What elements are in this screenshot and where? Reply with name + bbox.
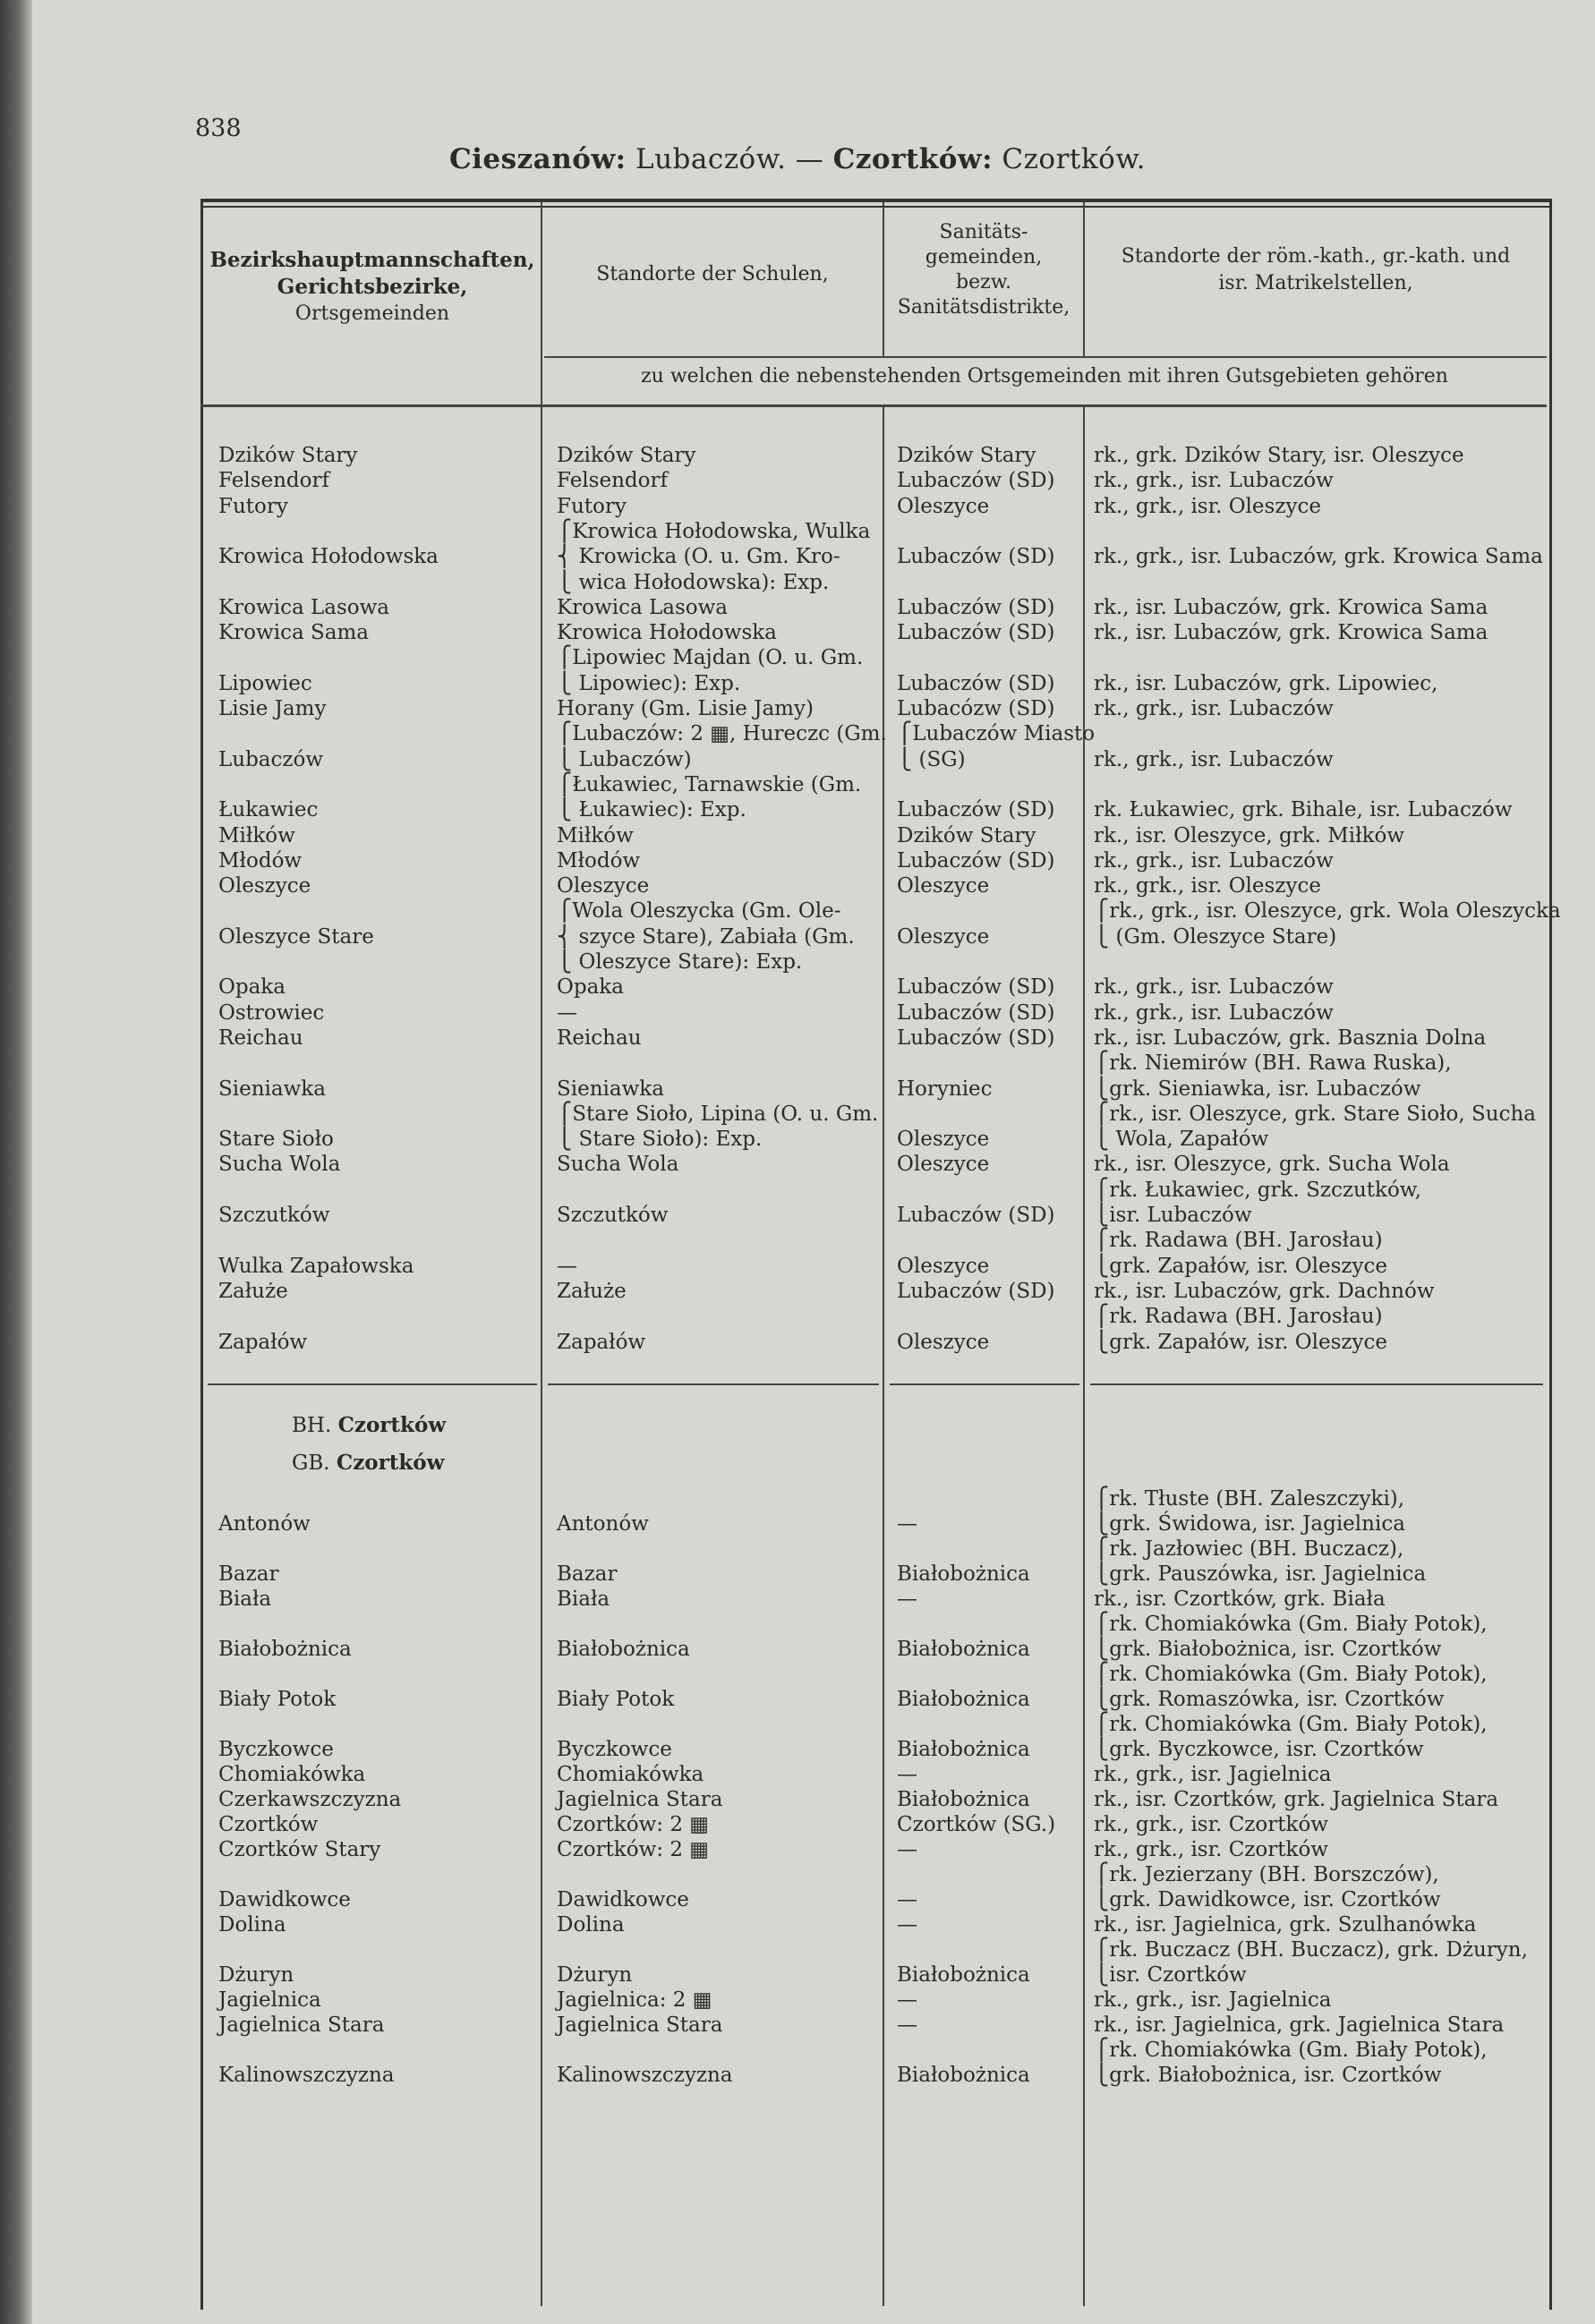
cell-sanitaet: — (897, 1588, 917, 1611)
column-rule-2 (883, 406, 884, 2306)
cell-ortsgemeinde: Biały Potok (218, 1688, 337, 1711)
cell-matrikel: ⎩grk. Zapałów, isr. Oleszyce (1094, 1254, 1388, 1278)
cell-matrikel: rk., grk., isr. Lubaczów (1094, 1000, 1334, 1025)
cell-sanitaet: Oleszyce (897, 1330, 990, 1354)
cell-ortsgemeinde: Krowica Hołodowska (218, 545, 439, 569)
cell-matrikel: ⎧rk. Jezierzany (BH. Borszczów), (1094, 1863, 1439, 1886)
cell-sanitaet: Białobożnica (897, 1638, 1030, 1661)
cell-sanitaet: Dzików Stary (897, 444, 1036, 467)
cell-schule: Szczutków (557, 1204, 669, 1227)
cell-schule: — (557, 1000, 577, 1025)
cell-ortsgemeinde: Dolina (218, 1913, 286, 1937)
cell-ortsgemeinde: Zapałów (218, 1330, 308, 1354)
cell-sanitaet: Lubaczów (SD) (897, 545, 1055, 569)
header-col3 (884, 220, 1083, 320)
cell-matrikel: rk., grk., isr. Czortków (1094, 1838, 1328, 1861)
cell-ortsgemeinde: Czerkawszczyzna (218, 1788, 402, 1811)
cell-sanitaet: — (897, 1888, 917, 1911)
cell-matrikel: ⎧rk. Buczacz (BH. Buczacz), grk. Dżuryn, (1094, 1938, 1528, 1962)
cell-schule: Bazar (557, 1562, 618, 1586)
cell-matrikel: rk., grk. Dzików Stary, isr. Oleszyce (1094, 444, 1464, 467)
column-rule-1 (541, 202, 542, 2306)
cell-schule: Jagielnica: 2 ▦ (557, 1988, 712, 2012)
cell-matrikel: rk., isr. Jagielnica, grk. Jagielnica Stara (1094, 2013, 1505, 2037)
page-edge (0, 0, 32, 2324)
cell-matrikel: ⎧rk. Tłuste (BH. Zaleszczyki), (1094, 1487, 1405, 1511)
cell-ortsgemeinde: Miłków (218, 823, 295, 847)
cell-ortsgemeinde: Ostrowiec (218, 1000, 325, 1025)
cell-matrikel: ⎧rk., isr. Oleszyce, grk. Stare Sioło, Sucha (1094, 1102, 1536, 1126)
cell-matrikel: rk., isr. Lubaczów, grk. Krowica Sama (1094, 595, 1488, 619)
cell-ortsgemeinde: Biała (218, 1588, 272, 1611)
cell-sanitaet: Oleszyce (897, 1128, 990, 1152)
cell-schule: Chomiakówka (557, 1763, 704, 1786)
cell-matrikel: rk., grk., isr. Lubaczów, grk. Krowica Sama (1094, 545, 1543, 569)
cell-matrikel: rk., grk., isr. Czortków (1094, 1813, 1328, 1836)
cell-schule: Biała (557, 1588, 610, 1611)
cell-sanitaet: Oleszyce (897, 924, 990, 949)
cell-schule: ⎩ Lubaczów) (557, 747, 692, 771)
cell-ortsgemeinde: Sucha Wola (218, 1153, 341, 1177)
cell-ortsgemeinde: Załuże (218, 1279, 288, 1303)
header-bottom-rule (200, 404, 1547, 407)
cell-ortsgemeinde: Białobożnica (218, 1638, 352, 1661)
cell-schule: Futory (557, 494, 627, 518)
cell-schule: ⎧Wola Oleszycka (Gm. Ole- (557, 899, 841, 924)
cell-ortsgemeinde: Dzików Stary (218, 444, 358, 467)
cell-sanitaet: Lubaczów (SD) (897, 798, 1055, 822)
header-col4-line2: isr. Matrikelstellen, (1218, 272, 1413, 294)
header-sub-rule (544, 356, 1547, 358)
cell-sanitaet: Horyniec (897, 1077, 993, 1101)
cell-matrikel: rk., isr. Jagielnica, grk. Szulhanówka (1094, 1913, 1477, 1937)
cell-ortsgemeinde: Dżuryn (218, 1963, 294, 1987)
cell-sanitaet: — (897, 1763, 917, 1786)
cell-schule: Felsendorf (557, 469, 668, 493)
cell-matrikel: ⎩isr. Lubaczów (1094, 1204, 1252, 1227)
cell-sanitaet: Czortków (SG.) (897, 1813, 1056, 1836)
cell-sanitaet: — (897, 1512, 917, 1536)
cell-schule: Miłków (557, 823, 634, 847)
cell-ortsgemeinde: Stare Sioło (218, 1128, 334, 1152)
cell-sanitaet: Lubaczów (SD) (897, 671, 1055, 695)
cell-ortsgemeinde: Dawidkowce (218, 1888, 351, 1911)
cell-matrikel: rk., grk., isr. Lubaczów (1094, 469, 1334, 493)
cell-matrikel: ⎧rk. Chomiakówka (Gm. Biały Potok), (1094, 2039, 1488, 2062)
header-col2: Standorte der Schulen, (596, 263, 829, 285)
cell-matrikel: ⎩grk. Sieniawka, isr. Lubaczów (1094, 1077, 1421, 1101)
cell-matrikel: ⎩grk. Białobożnica, isr. Czortków (1094, 2064, 1442, 2087)
cell-schule: Biały Potok (557, 1688, 675, 1711)
cell-schule: Sucha Wola (557, 1153, 679, 1177)
cell-sanitaet: Dzików Stary (897, 823, 1036, 847)
cell-matrikel: rk., grk., isr. Lubaczów (1094, 697, 1334, 720)
cell-matrikel: rk., isr. Lubaczów, grk. Dachnów (1094, 1279, 1435, 1303)
cell-schule: Horany (Gm. Lisie Jamy) (557, 697, 814, 720)
header-col3-line1: Sanitäts- (939, 221, 1028, 243)
cell-matrikel: ⎧rk. Łukawiec, grk. Szczutków, (1094, 1178, 1422, 1202)
cell-matrikel: ⎩grk. Byczkowce, isr. Czortków (1094, 1738, 1424, 1761)
cell-matrikel: rk., isr. Lubaczów, grk. Lipowiec, (1094, 671, 1438, 695)
header-col3-line4: Sanitätsdistrikte, (897, 296, 1070, 319)
cell-schule: Młodów (557, 848, 641, 873)
cell-sanitaet: Oleszyce (897, 874, 990, 898)
cell-ortsgemeinde: Bazar (218, 1562, 279, 1586)
section2-bh-label: BH. (292, 1414, 332, 1437)
cell-sanitaet: Białobożnica (897, 1788, 1030, 1811)
cell-sanitaet: Oleszyce (897, 1254, 990, 1278)
cell-sanitaet: Białobożnica (897, 1688, 1030, 1711)
header-col4-line1: Standorte der röm.-kath., gr.-kath. und (1121, 245, 1511, 268)
cell-schule: Załuże (557, 1279, 627, 1303)
cell-ortsgemeinde: Oleszyce Stare (218, 924, 374, 949)
cell-sanitaet: Lubaczów (SD) (897, 1026, 1055, 1050)
cell-ortsgemeinde: Jagielnica (218, 1988, 321, 2012)
cell-sanitaet: Lubaczów (SD) (897, 621, 1055, 645)
cell-ortsgemeinde: Opaka (218, 975, 286, 1000)
cell-sanitaet: — (897, 1988, 917, 2012)
cell-matrikel: rk., isr. Lubaczów, grk. Basznia Dolna (1094, 1026, 1487, 1050)
cell-schule: ⎧Krowica Hołodowska, Wulka (557, 519, 871, 543)
cell-matrikel: ⎩grk. Pauszówka, isr. Jagielnica (1094, 1562, 1427, 1586)
cell-sanitaet: Białobożnica (897, 1562, 1030, 1586)
cell-ortsgemeinde: Kalinowszczyzna (218, 2064, 395, 2087)
cell-matrikel: ⎩grk. Białobożnica, isr. Czortków (1094, 1638, 1442, 1661)
section-rule-col4 (1090, 1383, 1543, 1385)
cell-schule: Dżuryn (557, 1963, 633, 1987)
cell-matrikel: ⎩grk. Dawidkowce, isr. Czortków (1094, 1888, 1441, 1911)
header-col3-line3: bezw. (956, 271, 1011, 294)
cell-schule: Opaka (557, 975, 624, 1000)
header-col1 (204, 247, 541, 328)
cell-matrikel: ⎩grk. Zapałów, isr. Oleszyce (1094, 1330, 1388, 1354)
cell-schule: ⎨ szyce Stare), Zabiała (Gm. (557, 924, 855, 949)
cell-matrikel: rk., grk., isr. Jagielnica (1094, 1988, 1332, 2012)
cell-matrikel: rk., grk., isr. Lubaczów (1094, 747, 1334, 771)
column-rule-3 (1083, 406, 1085, 2306)
header-col1-line3: Ortsgemeinden (294, 302, 450, 325)
cell-ortsgemeinde: Lisie Jamy (218, 697, 327, 720)
header-col3-line2: gemeinden, (925, 246, 1043, 268)
cell-sanitaet: Lubacózw (SD) (897, 697, 1055, 720)
cell-schule: Białobożnica (557, 1638, 690, 1661)
cell-matrikel: ⎩grk. Świdowa, isr. Jagielnica (1094, 1512, 1405, 1536)
cell-schule: ⎧Lipowiec Majdan (O. u. Gm. (557, 646, 864, 670)
cell-sanitaet: — (897, 1838, 917, 1861)
cell-matrikel: rk., grk., isr. Jagielnica (1094, 1763, 1332, 1786)
cell-schule: Zapałów (557, 1330, 646, 1354)
cell-matrikel: ⎧rk. Niemirów (BH. Rawa Ruska), (1094, 1051, 1452, 1076)
cell-matrikel: rk., isr. Lubaczów, grk. Krowica Sama (1094, 621, 1488, 645)
cell-matrikel: rk., grk., isr. Lubaczów (1094, 848, 1334, 873)
cell-schule: Dawidkowce (557, 1888, 689, 1911)
cell-matrikel: ⎧rk. Chomiakówka (Gm. Biały Potok), (1094, 1613, 1488, 1636)
section-rule-col3 (890, 1383, 1079, 1385)
cell-matrikel: ⎩grk. Romaszówka, isr. Czortków (1094, 1688, 1445, 1711)
cell-matrikel: ⎩isr. Czortków (1094, 1963, 1247, 1987)
cell-sanitaet: Oleszyce (897, 494, 990, 518)
cell-sanitaet: ⎧Lubaczów Miasto (897, 722, 1096, 746)
cell-sanitaet: ⎩ (SG) (897, 747, 966, 771)
page-number: 838 (195, 115, 242, 142)
header-span-note: zu welchen die nebenstehenden Ortsgemeinden mit ihren Gutsgebieten gehören (641, 365, 1448, 387)
cell-ortsgemeinde: Antonów (218, 1512, 311, 1536)
cell-sanitaet: — (897, 1913, 917, 1937)
cell-ortsgemeinde: Lipowiec (218, 671, 312, 695)
cell-schule: ⎩ wica Hołodowska): Exp. (557, 570, 830, 594)
cell-schule: Antonów (557, 1512, 649, 1536)
cell-schule: Dzików Stary (557, 444, 696, 467)
cell-schule: ⎨ Krowicka (O. u. Gm. Kro- (557, 545, 840, 569)
cell-schule: ⎧Łukawiec, Tarnawskie (Gm. (557, 772, 862, 796)
cell-ortsgemeinde: Reichau (218, 1026, 303, 1050)
cell-matrikel: ⎩ (Gm. Oleszyce Stare) (1094, 924, 1337, 949)
cell-schule: Krowica Hołodowska (557, 621, 777, 645)
cell-schule: Jagielnica Stara (557, 2013, 723, 2037)
cell-sanitaet: Białobożnica (897, 1738, 1030, 1761)
cell-ortsgemeinde: Lubaczów (218, 747, 324, 771)
cell-matrikel: rk., grk., isr. Lubaczów (1094, 975, 1334, 1000)
cell-matrikel: ⎧rk. Chomiakówka (Gm. Biały Potok), (1094, 1663, 1488, 1686)
cell-ortsgemeinde: Wulka Zapałowska (218, 1254, 414, 1278)
cell-sanitaet: Białobożnica (897, 2064, 1030, 2087)
cell-ortsgemeinde: Futory (218, 494, 288, 518)
cell-schule: Czortków: 2 ▦ (557, 1838, 710, 1861)
cell-sanitaet: Lubaczów (SD) (897, 848, 1055, 873)
running-title: Cieszanów: Lubaczów. — Czortków: Czortków. (448, 143, 1147, 175)
cell-ortsgemeinde: Jagielnica Stara (218, 2013, 385, 2037)
cell-ortsgemeinde: Felsendorf (218, 469, 329, 493)
cell-matrikel: ⎧rk., grk., isr. Oleszyce, grk. Wola Oleszycka (1094, 899, 1561, 924)
cell-matrikel: ⎧rk. Radawa (BH. Jarosłau) (1094, 1229, 1383, 1253)
cell-sanitaet: Lubaczów (SD) (897, 1000, 1055, 1025)
cell-ortsgemeinde: Sieniawka (218, 1077, 326, 1101)
cell-schule: Krowica Lasowa (557, 595, 729, 619)
cell-sanitaet: Lubaczów (SD) (897, 469, 1055, 493)
cell-sanitaet: Białobożnica (897, 1963, 1030, 1987)
cell-matrikel: rk., isr. Oleszyce, grk. Miłków (1094, 823, 1405, 847)
cell-ortsgemeinde: Krowica Sama (218, 621, 369, 645)
cell-matrikel: rk. Łukawiec, grk. Bihale, isr. Lubaczów (1094, 798, 1513, 822)
section-rule-col2 (548, 1383, 879, 1385)
cell-ortsgemeinde: Oleszyce (218, 874, 311, 898)
cell-matrikel: rk., isr. Oleszyce, grk. Sucha Wola (1094, 1153, 1450, 1177)
cell-ortsgemeinde: Krowica Lasowa (218, 595, 390, 619)
cell-sanitaet: — (897, 2013, 917, 2037)
cell-schule: ⎩ Stare Sioło): Exp. (557, 1128, 763, 1152)
cell-matrikel: rk., grk., isr. Oleszyce (1094, 494, 1321, 518)
cell-schule: ⎧Lubaczów: 2 ▦, Hureczc (Gm. (557, 722, 887, 746)
cell-matrikel: rk., grk., isr. Oleszyce (1094, 874, 1321, 898)
header-col1-line2: Gerichtsbezirke, (277, 275, 468, 299)
cell-schule: Kalinowszczyzna (557, 2064, 733, 2087)
cell-sanitaet: Lubaczów (SD) (897, 1279, 1055, 1303)
cell-schule: ⎩ Oleszyce Stare): Exp. (557, 950, 803, 974)
cell-sanitaet: Lubaczów (SD) (897, 1204, 1055, 1227)
cell-matrikel: ⎧rk. Radawa (BH. Jarosłau) (1094, 1305, 1383, 1329)
cell-schule: ⎧Stare Sioło, Lipina (O. u. Gm. (557, 1102, 879, 1126)
section2-bh-name: Czortków (337, 1413, 447, 1437)
cell-ortsgemeinde: Szczutków (218, 1204, 330, 1227)
cell-matrikel: ⎧rk. Jazłowiec (BH. Buczacz), (1094, 1537, 1404, 1561)
top-rule (200, 206, 1552, 208)
cell-schule: Byczkowce (557, 1738, 672, 1761)
cell-schule: Sieniawka (557, 1077, 664, 1101)
section2-gb-label: GB. (292, 1451, 330, 1475)
cell-schule: — (557, 1254, 577, 1278)
cell-sanitaet: Lubaczów (SD) (897, 595, 1055, 619)
cell-matrikel: rk., isr. Czortków, grk. Jagielnica Stara (1094, 1788, 1499, 1811)
header-col1-line1: Bezirkshauptmannschaften, (209, 248, 535, 272)
cell-matrikel: ⎧rk. Chomiakówka (Gm. Biały Potok), (1094, 1713, 1488, 1736)
cell-schule: ⎩ Lipowiec): Exp. (557, 671, 741, 695)
cell-schule: ⎩ Łukawiec): Exp. (557, 798, 746, 822)
cell-ortsgemeinde: Chomiakówka (218, 1763, 366, 1786)
header-col4 (1085, 243, 1547, 297)
cell-matrikel: ⎩ Wola, Zapałów (1094, 1128, 1269, 1152)
cell-ortsgemeinde: Byczkowce (218, 1738, 334, 1761)
cell-ortsgemeinde: Łukawiec (218, 798, 319, 822)
section-rule-col1 (208, 1383, 537, 1385)
cell-schule: Jagielnica Stara (557, 1788, 723, 1811)
cell-schule: Reichau (557, 1026, 642, 1050)
cell-schule: Czortków: 2 ▦ (557, 1813, 710, 1836)
cell-ortsgemeinde: Czortków Stary (218, 1838, 381, 1861)
cell-sanitaet: Oleszyce (897, 1153, 990, 1177)
cell-schule: Oleszyce (557, 874, 650, 898)
cell-ortsgemeinde: Czortków (218, 1813, 319, 1836)
section2-gb-name: Czortków (336, 1451, 445, 1475)
cell-schule: Dolina (557, 1913, 625, 1937)
cell-sanitaet: Lubaczów (SD) (897, 975, 1055, 1000)
cell-ortsgemeinde: Młodów (218, 848, 303, 873)
cell-matrikel: rk., isr. Czortków, grk. Biała (1094, 1588, 1386, 1611)
